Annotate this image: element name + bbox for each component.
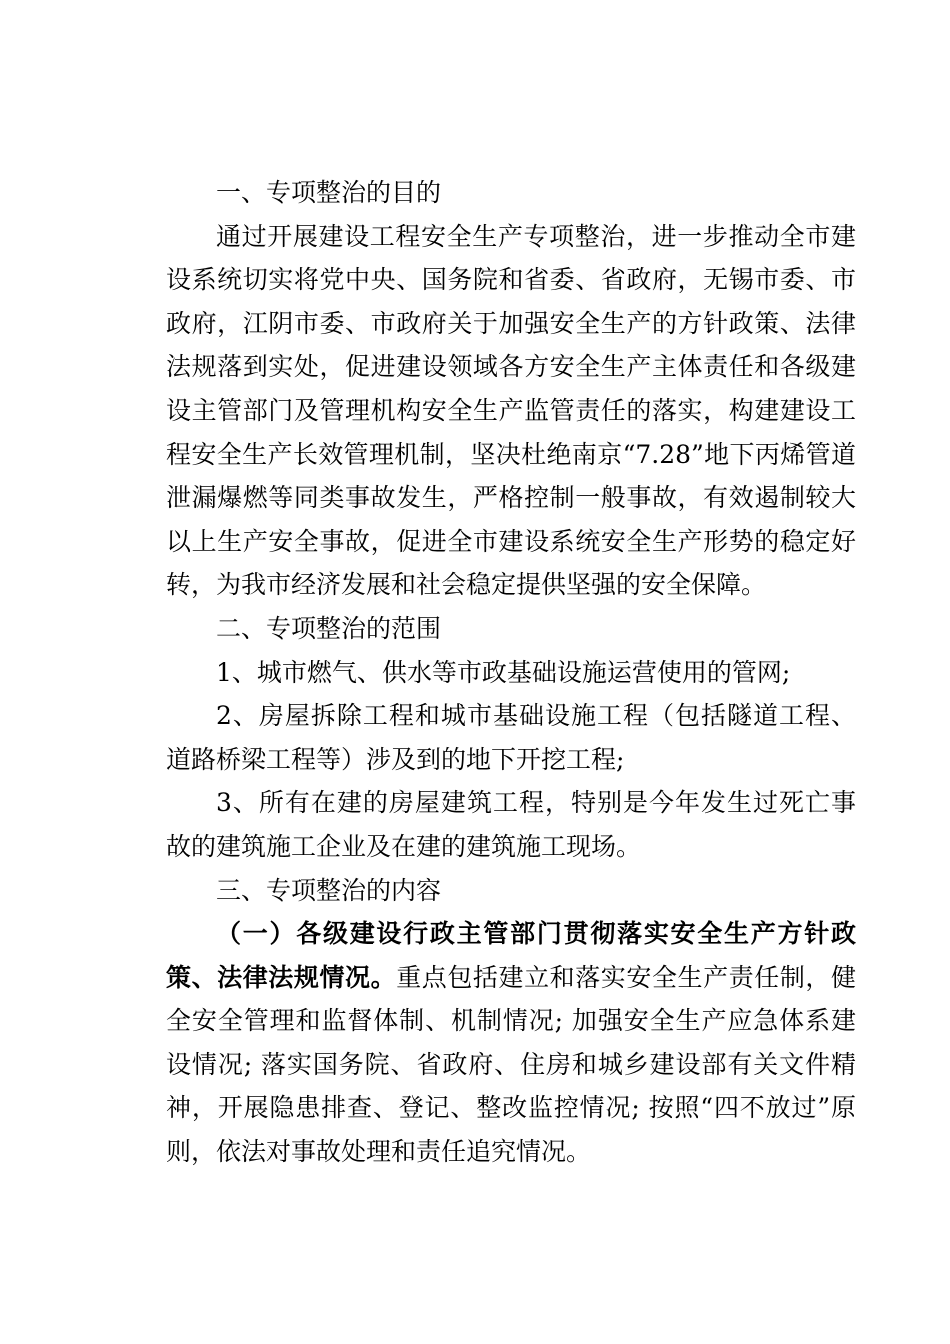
content-item-1-title: （一）各级建设行政主管部门贯彻落实安全生产方针政策、法律法规情况。 bbox=[166, 919, 856, 992]
content-item-1-text: 重点包括建立和落实安全生产责任制，健全安全管理和监督体制、机制情况; 加强安全生产应急体系建设情况; 落实国务院、省政府、住房和城乡建设部有关文件精神，开展隐患排查、登记、整改监控情况; 按照“四不放过”原则，依法对事故处理和责任追究情况。 bbox=[166, 962, 856, 1167]
section-heading-content: 三、专项整治的内容 bbox=[216, 875, 442, 905]
section-heading-purpose: 一、专项整治的目的 bbox=[216, 178, 442, 207]
document-body bbox=[166, 171, 856, 1174]
content-paragraph-1 bbox=[166, 912, 856, 1174]
scope-item-3: 3、所有在建的房屋建筑工程，特别是今年发生过死亡事故的建筑施工企业及在建的建筑施工现场。 bbox=[166, 788, 856, 861]
scope-item-2: 2、房屋拆除工程和城市基础设施工程（包括隧道工程、道路桥梁工程等）涉及到的地下开挖工程; bbox=[166, 701, 856, 774]
paragraph-purpose: 通过开展建设工程安全生产专项整治，进一步推动全市建设系统切实将党中央、国务院和省委、省政府，无锡市委、市政府，江阴市委、市政府关于加强安全生产的方针政策、法律法规落到实处，促进建设领域各方安全生产主体责任和各级建设主管部门及管理机构安全生产监管责任的落实，构建建设工程安全生产长效管理机制，坚决杜绝南京“7.28”地下丙烯管道泄漏爆燃等同类事故发生，严格控制一般事故，有效遏制较大以上生产安全事故，促进全市建设系统安全生产形势的稳定好转，为我市经济发展和社会稳定提供坚强的安全保障。 bbox=[166, 221, 856, 600]
scope-item-1: 1、城市燃气、供水等市政基础设施运营使用的管网; bbox=[216, 657, 791, 687]
section-heading-scope: 二、专项整治的范围 bbox=[216, 613, 442, 643]
